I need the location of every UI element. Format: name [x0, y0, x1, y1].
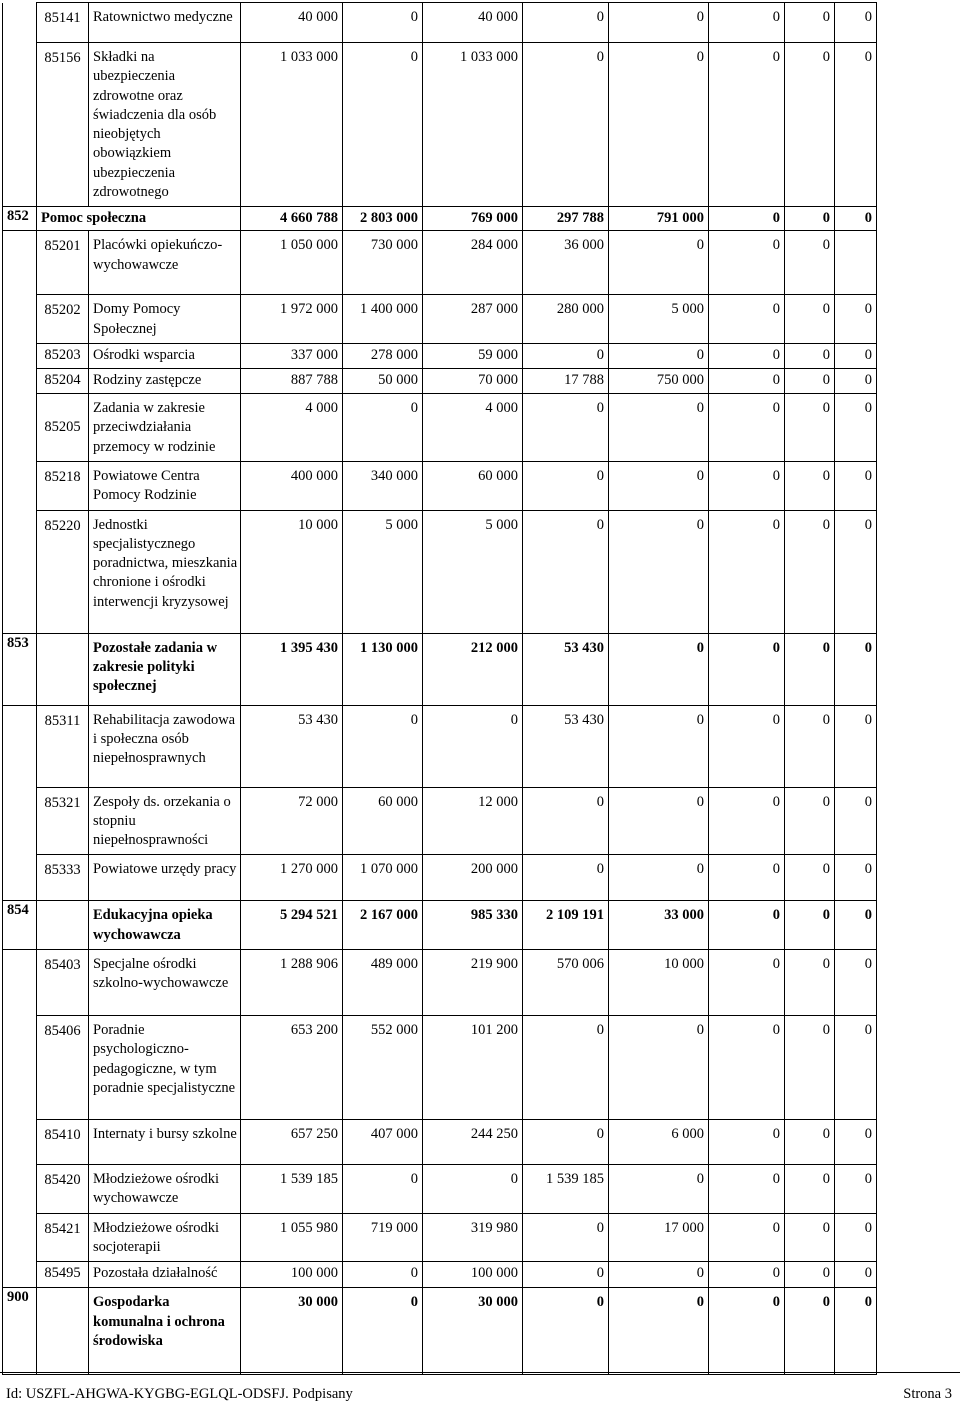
- table-row: [3, 393, 877, 461]
- value-cell: 1 270 000: [241, 855, 343, 901]
- value-cell: 0: [709, 231, 785, 295]
- item-name: Ośrodki wsparcia: [89, 343, 241, 368]
- section-code: 85218: [37, 461, 89, 510]
- item-name: Poradnie psychologiczno-pedagogiczne, w tym poradnie specjalistyczne: [89, 1016, 241, 1120]
- value-cell: 0: [785, 43, 835, 207]
- section-code: [37, 1288, 89, 1375]
- division-cell: [3, 393, 37, 461]
- value-cell: 0: [709, 43, 785, 207]
- value-cell: 769 000: [423, 207, 523, 231]
- value-cell: 0: [835, 3, 877, 43]
- value-cell: 40 000: [423, 3, 523, 43]
- value-cell: 0: [609, 705, 709, 787]
- value-cell: 0: [343, 393, 423, 461]
- value-cell: 70 000: [423, 368, 523, 393]
- value-cell: 0: [835, 705, 877, 787]
- value-cell: 0: [785, 1213, 835, 1262]
- footer-divider: [0, 1372, 960, 1373]
- section-code: 85201: [37, 231, 89, 295]
- value-cell: 0: [785, 510, 835, 633]
- value-cell: 0: [785, 231, 835, 295]
- section-code: 85410: [37, 1120, 89, 1165]
- section-code: 85403: [37, 950, 89, 1016]
- value-cell: 17 000: [609, 1213, 709, 1262]
- division-cell: [3, 1213, 37, 1262]
- value-cell: 0: [835, 1262, 877, 1288]
- value-cell: 59 000: [423, 343, 523, 368]
- value-cell: 0: [785, 950, 835, 1016]
- division-cell: 900: [3, 1288, 37, 1375]
- value-cell: 280 000: [523, 295, 609, 344]
- value-cell: 0: [523, 1120, 609, 1165]
- table-row: [3, 1016, 877, 1120]
- value-cell: 552 000: [343, 1016, 423, 1120]
- value-cell: 4 000: [423, 393, 523, 461]
- value-cell: 0: [835, 368, 877, 393]
- value-cell: 0: [835, 1120, 877, 1165]
- value-cell: 0: [609, 393, 709, 461]
- value-cell: 101 200: [423, 1016, 523, 1120]
- value-cell: 0: [785, 705, 835, 787]
- division-cell: [3, 231, 37, 295]
- item-name: Składki na ubezpieczenia zdrowotne oraz świadczenia dla osób nieobjętych obowiązkiem ubezpieczenia zdrowotnego: [89, 43, 241, 207]
- value-cell: 0: [709, 1120, 785, 1165]
- value-cell: 10 000: [609, 950, 709, 1016]
- value-cell: 340 000: [343, 461, 423, 510]
- value-cell: 0: [523, 43, 609, 207]
- value-cell: 0: [523, 393, 609, 461]
- value-cell: 0: [785, 207, 835, 231]
- value-cell: 0: [523, 3, 609, 43]
- value-cell: 0: [785, 1288, 835, 1375]
- value-cell: 0: [709, 901, 785, 950]
- value-cell: 0: [785, 368, 835, 393]
- value-cell: 0: [609, 1016, 709, 1120]
- value-cell: 1 400 000: [343, 295, 423, 344]
- value-cell: 0: [523, 343, 609, 368]
- item-name: Powiatowe urzędy pracy: [89, 855, 241, 901]
- item-name: Pomoc społeczna: [37, 207, 241, 231]
- table-row: [3, 231, 877, 295]
- value-cell: 1 130 000: [343, 633, 423, 705]
- value-cell: 0: [609, 1165, 709, 1214]
- table-row: [3, 705, 877, 787]
- value-cell: 0: [835, 950, 877, 1016]
- value-cell: 1 055 980: [241, 1213, 343, 1262]
- value-cell: 0: [835, 510, 877, 633]
- table-row: [3, 295, 877, 344]
- item-name: Internaty i bursy szkolne: [89, 1120, 241, 1165]
- value-cell: 0: [785, 3, 835, 43]
- value-cell: 719 000: [343, 1213, 423, 1262]
- value-cell: 1 539 185: [523, 1165, 609, 1214]
- value-cell: 1 539 185: [241, 1165, 343, 1214]
- value-cell: 17 788: [523, 368, 609, 393]
- value-cell: 0: [785, 1120, 835, 1165]
- value-cell: 10 000: [241, 510, 343, 633]
- item-name: Młodzieżowe ośrodki wychowawcze: [89, 1165, 241, 1214]
- value-cell: 0: [835, 1016, 877, 1120]
- value-cell: 5 000: [423, 510, 523, 633]
- division-cell: 853: [3, 633, 37, 705]
- value-cell: 1 033 000: [241, 43, 343, 207]
- section-code: 85420: [37, 1165, 89, 1214]
- division-cell: [3, 950, 37, 1016]
- value-cell: 0: [523, 855, 609, 901]
- table-row: [3, 1213, 877, 1262]
- value-cell: 53 430: [523, 633, 609, 705]
- table-row: [3, 343, 877, 368]
- value-cell: 0: [835, 343, 877, 368]
- value-cell: 0: [709, 393, 785, 461]
- value-cell: 0: [523, 1262, 609, 1288]
- value-cell: 297 788: [523, 207, 609, 231]
- value-cell: 0: [785, 343, 835, 368]
- value-cell: 0: [835, 1213, 877, 1262]
- value-cell: 1 972 000: [241, 295, 343, 344]
- value-cell: 1 395 430: [241, 633, 343, 705]
- value-cell: 219 900: [423, 950, 523, 1016]
- value-cell: 0: [709, 343, 785, 368]
- value-cell: [835, 231, 877, 295]
- value-cell: 0: [609, 343, 709, 368]
- item-name: Powiatowe Centra Pomocy Rodzinie: [89, 461, 241, 510]
- value-cell: 2 167 000: [343, 901, 423, 950]
- value-cell: 53 430: [523, 705, 609, 787]
- value-cell: 50 000: [343, 368, 423, 393]
- value-cell: 0: [609, 231, 709, 295]
- value-cell: 407 000: [343, 1120, 423, 1165]
- value-cell: 0: [709, 705, 785, 787]
- value-cell: 278 000: [343, 343, 423, 368]
- value-cell: 5 294 521: [241, 901, 343, 950]
- value-cell: 60 000: [343, 787, 423, 855]
- division-cell: 852: [3, 207, 37, 231]
- value-cell: 0: [785, 901, 835, 950]
- value-cell: 287 000: [423, 295, 523, 344]
- table-row: [3, 368, 877, 393]
- value-cell: 0: [835, 633, 877, 705]
- value-cell: 0: [609, 510, 709, 633]
- item-name: Zespoły ds. orzekania o stopniu niepełnosprawności: [89, 787, 241, 855]
- value-cell: 0: [609, 3, 709, 43]
- value-cell: 0: [523, 1016, 609, 1120]
- value-cell: 0: [709, 1213, 785, 1262]
- item-name: Młodzieżowe ośrodki socjoterapii: [89, 1213, 241, 1262]
- value-cell: 1 070 000: [343, 855, 423, 901]
- value-cell: 0: [709, 1288, 785, 1375]
- division-cell: [3, 1120, 37, 1165]
- value-cell: 0: [423, 705, 523, 787]
- item-name: Specjalne ośrodki szkolno-wychowawcze: [89, 950, 241, 1016]
- value-cell: 0: [785, 855, 835, 901]
- value-cell: 791 000: [609, 207, 709, 231]
- item-name: Gospodarka komunalna i ochrona środowiska: [89, 1288, 241, 1375]
- value-cell: 0: [709, 1016, 785, 1120]
- value-cell: 985 330: [423, 901, 523, 950]
- value-cell: 730 000: [343, 231, 423, 295]
- value-cell: 0: [609, 43, 709, 207]
- value-cell: 400 000: [241, 461, 343, 510]
- document-id: Id: USZFL-AHGWA-KYGBG-EGLQL-ODSFJ. Podpisany: [6, 1386, 353, 1402]
- table-row: [3, 510, 877, 633]
- section-code: 85406: [37, 1016, 89, 1120]
- value-cell: 33 000: [609, 901, 709, 950]
- division-cell: [3, 295, 37, 344]
- value-cell: 2 109 191: [523, 901, 609, 950]
- value-cell: 4 000: [241, 393, 343, 461]
- value-cell: 337 000: [241, 343, 343, 368]
- value-cell: 0: [709, 207, 785, 231]
- value-cell: 0: [609, 1262, 709, 1288]
- division-cell: 854: [3, 901, 37, 950]
- value-cell: 0: [785, 461, 835, 510]
- value-cell: 5 000: [343, 510, 423, 633]
- value-cell: 0: [423, 1165, 523, 1214]
- value-cell: 0: [609, 787, 709, 855]
- division-cell: [3, 343, 37, 368]
- value-cell: 0: [835, 43, 877, 207]
- value-cell: 0: [709, 368, 785, 393]
- table-row: [3, 3, 877, 43]
- value-cell: 0: [835, 461, 877, 510]
- value-cell: 0: [709, 855, 785, 901]
- table-row: [3, 950, 877, 1016]
- value-cell: 657 250: [241, 1120, 343, 1165]
- value-cell: 5 000: [609, 295, 709, 344]
- table-row: [3, 43, 877, 207]
- value-cell: 0: [343, 1262, 423, 1288]
- item-name: Pozostała działalność: [89, 1262, 241, 1288]
- value-cell: 0: [609, 633, 709, 705]
- division-cell: [3, 43, 37, 207]
- value-cell: 0: [709, 3, 785, 43]
- value-cell: 1 033 000: [423, 43, 523, 207]
- value-cell: 570 006: [523, 950, 609, 1016]
- value-cell: 0: [835, 855, 877, 901]
- table-row: [3, 633, 877, 705]
- value-cell: 4 660 788: [241, 207, 343, 231]
- item-name: Jednostki specjalistycznego poradnictwa, mieszkania chronione i ośrodki interwencji kryzysowej: [89, 510, 241, 633]
- item-name: Rodziny zastępcze: [89, 368, 241, 393]
- value-cell: 200 000: [423, 855, 523, 901]
- value-cell: 0: [709, 510, 785, 633]
- value-cell: 0: [785, 1016, 835, 1120]
- division-cell: [3, 3, 37, 43]
- value-cell: 0: [835, 207, 877, 231]
- section-code: [37, 901, 89, 950]
- section-code: 85311: [37, 705, 89, 787]
- value-cell: 53 430: [241, 705, 343, 787]
- value-cell: 0: [523, 787, 609, 855]
- value-cell: 100 000: [423, 1262, 523, 1288]
- value-cell: 0: [785, 1165, 835, 1214]
- value-cell: 244 250: [423, 1120, 523, 1165]
- item-name: Edukacyjna opieka wychowawcza: [89, 901, 241, 950]
- section-code: 85141: [37, 3, 89, 43]
- section-code: 85321: [37, 787, 89, 855]
- item-name: Placówki opiekuńczo-wychowawcze: [89, 231, 241, 295]
- value-cell: 6 000: [609, 1120, 709, 1165]
- section-code: 85205: [37, 393, 89, 461]
- value-cell: 60 000: [423, 461, 523, 510]
- division-cell: [3, 1262, 37, 1288]
- value-cell: 40 000: [241, 3, 343, 43]
- value-cell: 100 000: [241, 1262, 343, 1288]
- value-cell: 0: [523, 461, 609, 510]
- value-cell: 0: [709, 1165, 785, 1214]
- value-cell: 750 000: [609, 368, 709, 393]
- value-cell: 0: [785, 633, 835, 705]
- division-cell: [3, 855, 37, 901]
- budget-table: [2, 2, 877, 1375]
- item-name: Rehabilitacja zawodowa i społeczna osób niepełnosprawnych: [89, 705, 241, 787]
- value-cell: 653 200: [241, 1016, 343, 1120]
- value-cell: 1 050 000: [241, 231, 343, 295]
- table-row: [3, 1120, 877, 1165]
- table-row: [3, 855, 877, 901]
- division-cell: [3, 1016, 37, 1120]
- value-cell: 319 980: [423, 1213, 523, 1262]
- value-cell: 489 000: [343, 950, 423, 1016]
- value-cell: 36 000: [523, 231, 609, 295]
- table-row: [3, 1288, 877, 1375]
- division-cell: [3, 787, 37, 855]
- value-cell: 0: [609, 461, 709, 510]
- value-cell: 0: [835, 1165, 877, 1214]
- item-name: Domy Pomocy Społecznej: [89, 295, 241, 344]
- division-cell: [3, 510, 37, 633]
- value-cell: 0: [709, 950, 785, 1016]
- page-number: Strona 3: [903, 1386, 952, 1402]
- value-cell: 0: [835, 1288, 877, 1375]
- item-name: Ratownictwo medyczne: [89, 3, 241, 43]
- table-row: [3, 207, 877, 231]
- value-cell: 0: [835, 901, 877, 950]
- value-cell: 1 288 906: [241, 950, 343, 1016]
- value-cell: 0: [835, 787, 877, 855]
- section-code: 85204: [37, 368, 89, 393]
- value-cell: 0: [709, 1262, 785, 1288]
- item-name: Zadania w zakresie przeciwdziałania przemocy w rodzinie: [89, 393, 241, 461]
- value-cell: 0: [709, 633, 785, 705]
- table-row: [3, 1165, 877, 1214]
- section-code: 85421: [37, 1213, 89, 1262]
- value-cell: 0: [609, 855, 709, 901]
- division-cell: [3, 705, 37, 787]
- value-cell: 0: [709, 461, 785, 510]
- table-row: [3, 1262, 877, 1288]
- value-cell: 30 000: [423, 1288, 523, 1375]
- value-cell: 0: [709, 295, 785, 344]
- value-cell: 0: [343, 43, 423, 207]
- division-cell: [3, 368, 37, 393]
- value-cell: 2 803 000: [343, 207, 423, 231]
- value-cell: 0: [523, 510, 609, 633]
- value-cell: 0: [785, 787, 835, 855]
- value-cell: 0: [785, 393, 835, 461]
- division-cell: [3, 1165, 37, 1214]
- value-cell: 12 000: [423, 787, 523, 855]
- value-cell: 284 000: [423, 231, 523, 295]
- value-cell: 0: [785, 295, 835, 344]
- value-cell: 72 000: [241, 787, 343, 855]
- value-cell: 0: [343, 1288, 423, 1375]
- value-cell: 887 788: [241, 368, 343, 393]
- table-row: [3, 461, 877, 510]
- value-cell: 0: [835, 295, 877, 344]
- section-code: 85203: [37, 343, 89, 368]
- item-name: Pozostałe zadania w zakresie polityki społecznej: [89, 633, 241, 705]
- section-code: 85220: [37, 510, 89, 633]
- section-code: [37, 633, 89, 705]
- section-code: 85333: [37, 855, 89, 901]
- value-cell: 0: [523, 1288, 609, 1375]
- value-cell: 0: [343, 1165, 423, 1214]
- section-code: 85495: [37, 1262, 89, 1288]
- value-cell: 0: [609, 1288, 709, 1375]
- value-cell: 0: [343, 3, 423, 43]
- value-cell: 0: [709, 787, 785, 855]
- table-row: [3, 901, 877, 950]
- value-cell: 0: [835, 393, 877, 461]
- division-cell: [3, 461, 37, 510]
- value-cell: 0: [523, 1213, 609, 1262]
- section-code: 85202: [37, 295, 89, 344]
- section-code: 85156: [37, 43, 89, 207]
- value-cell: 212 000: [423, 633, 523, 705]
- value-cell: 0: [343, 705, 423, 787]
- table-row: [3, 787, 877, 855]
- value-cell: 0: [785, 1262, 835, 1288]
- value-cell: 30 000: [241, 1288, 343, 1375]
